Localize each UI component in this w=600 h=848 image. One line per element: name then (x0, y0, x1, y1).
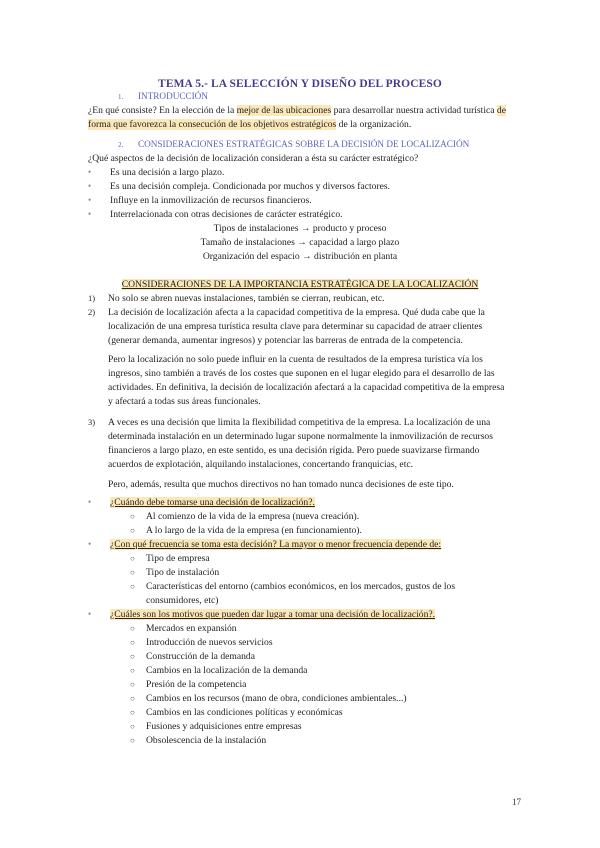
question-text: ¿Cuándo debe tomarse una decisión de localización?. (110, 497, 315, 508)
circle-bullet-icon: ○ (130, 708, 135, 717)
list-item (88, 194, 538, 208)
paragraph-line: La decisión de localización afecta a la capacidad competitiva de la empresa. Qué duda cabe que la (108, 307, 485, 318)
relation-line: Organización del espacio → distribución en planta (202, 251, 398, 262)
intro-line-2 (88, 118, 538, 132)
sub-item-text: Tipo de instalación (146, 567, 220, 578)
bullet-icon: • (88, 609, 92, 619)
relation-line: Tipos de instalaciones → producto y proceso (213, 223, 387, 234)
question-item (88, 496, 538, 510)
sub-item-text: Mercados en expansión (146, 623, 237, 634)
paragraph-line: No solo se abren nuevas instalaciones, también se cierran, reubican, etc. (108, 293, 385, 304)
paragraph (108, 306, 540, 348)
circle-bullet-icon: ○ (130, 526, 135, 535)
circle-bullet-icon: ○ (130, 624, 135, 633)
sub-item-text: Cambios en los recursos (mano de obra, condiciones ambientales...) (146, 693, 407, 704)
section-2-number: 2. (118, 141, 124, 149)
sub-item-text: Cambios en la localización de la demanda (146, 665, 308, 676)
circle-bullet-icon: ○ (130, 666, 135, 675)
bullet-icon: • (88, 209, 92, 219)
sub-item (130, 636, 540, 650)
sub-item (130, 678, 540, 692)
relation-line: Tamaño de instalaciones → capacidad a largo plazo (200, 237, 400, 248)
sub-item-text: Introducción de nuevos servicios (146, 637, 273, 648)
sub-item-text: Fusiones y adquisiciones entre empresas (146, 721, 302, 732)
paragraph-line: localización de una empresa turística resulta clave para determinar su capacidad de atraer clientes (108, 320, 483, 332)
circle-bullet-icon: ○ (130, 680, 135, 689)
circle-bullet-icon: ○ (130, 736, 135, 745)
circle-bullet-icon: ○ (130, 638, 135, 647)
list-item-text: Es una decisión a largo plazo. (110, 167, 225, 178)
paragraph-line: A veces es una decisión que limita la flexibilidad competitiva de la empresa. La localización de una (108, 417, 491, 428)
page-title: TEMA 5.- LA SELECCIÓN Y DISEÑO DEL PROCESO (158, 78, 442, 90)
intro-highlight-2: de (496, 105, 506, 116)
circle-bullet-icon: ○ (130, 512, 135, 521)
section-2-question: ¿Qué aspectos de la decisión de localización consideran a ésta su carácter estratégico? (88, 153, 419, 164)
paragraph-line: acuerdos de explotación, alquilando instalaciones, concertando franquicias, etc. (108, 458, 414, 470)
question-item (88, 538, 538, 552)
sub-item (130, 580, 540, 594)
sub-item (130, 622, 540, 636)
list-item (88, 208, 538, 222)
circle-bullet-icon: ○ (130, 652, 135, 661)
paragraph-line: determinada instalación en un determinado lugar supone normalmente la inmovilización de recursos (108, 430, 493, 442)
sub-item-text: Tipo de empresa (146, 553, 210, 564)
paragraph (108, 478, 540, 492)
sub-item (130, 510, 540, 524)
bullet-icon: • (88, 195, 92, 205)
sub-item (130, 650, 540, 664)
importance-heading (0, 278, 600, 292)
circle-bullet-icon: ○ (130, 582, 135, 591)
question-text: ¿Con qué frecuencia se toma esta decisión? La mayor o menor frecuencia depende de: (110, 539, 442, 550)
question-text: ¿Cuáles son los motivos que pueden dar lugar a tomar una decisión de localización?. (110, 609, 436, 620)
list-item (88, 180, 538, 194)
paragraph (108, 416, 540, 472)
section-2-title: CONSIDERACIONES ESTRATÉGICAS SOBRE LA DECISIÓN DE LOCALIZACIÓN (138, 139, 470, 149)
sub-item-text: Presión de la competencia (146, 679, 247, 690)
section-1-heading (118, 90, 208, 103)
paragraph-line: ingresos, sino también a través de los costes que suponen en el lugar elegido para el desarrollo de las (108, 367, 495, 379)
sub-item-continuation: consumidores, etc) (146, 595, 219, 606)
list-item-text: Es una decisión compleja. Condicionada por muchos y diversos factores. (110, 181, 391, 192)
section-1-title: INTRODUCCIÓN (138, 91, 208, 101)
bullet-icon: • (88, 181, 92, 191)
section-2-heading (118, 138, 469, 151)
sub-item (130, 524, 540, 538)
list-item-text: Influye en la inmovilización de recursos financieros. (110, 195, 312, 206)
paragraph-line: Pero la localización no solo puede influir en la cuenta de resultados de la empresa turística vía los (108, 354, 483, 365)
paragraph-line: y afectará a todas sus áreas funcionales. (108, 395, 261, 407)
list-item (88, 166, 538, 180)
sub-item-text: Al comienzo de la vida de la empresa (nueva creación). (146, 511, 360, 522)
bullet-icon: • (88, 167, 92, 177)
circle-bullet-icon: ○ (130, 568, 135, 577)
paragraph (108, 292, 540, 306)
sub-item-text: Cambios en las condiciones políticas y económicas (146, 707, 343, 718)
bullet-icon: • (88, 497, 92, 507)
circle-bullet-icon: ○ (130, 694, 135, 703)
section-1-number: 1. (118, 93, 124, 101)
sub-item (130, 692, 540, 706)
sub-item (130, 552, 540, 566)
item-number: 2) (88, 307, 96, 317)
intro-text: ¿En qué consiste? En la elección de la (88, 105, 237, 116)
sub-item (130, 664, 540, 678)
importance-heading-text: CONSIDERACIONES DE LA IMPORTANCIA ESTRATÉGICA DE LA LOCALIZACIÓN (121, 279, 479, 290)
sub-item (130, 734, 540, 748)
intro-text: para desarrollar nuestra actividad turística (331, 105, 497, 116)
sub-item-text: A lo largo de la vida de la empresa (en funcionamiento). (146, 525, 362, 536)
sub-item (130, 720, 540, 734)
paragraph-line: (generar demanda, aumentar ingresos) y potenciar las barreras de entrada de la competencia. (108, 334, 463, 346)
sub-item-text: Construcción de la demanda (146, 651, 255, 662)
question-item (88, 608, 538, 622)
sub-item (130, 706, 540, 720)
item-number: 3) (88, 417, 96, 427)
paragraph (108, 353, 540, 409)
sub-item-text: Obsolescencia de la instalación (146, 735, 267, 746)
sub-item (130, 566, 540, 580)
circle-bullet-icon: ○ (130, 722, 135, 731)
bullet-icon: • (88, 539, 92, 549)
paragraph-line: actividades. En definitiva, la decisión de localización afectará a la capacidad competitiva de la empresa (108, 381, 505, 393)
list-item-text: Interrelacionada con otras decisiones de carácter estratégico. (110, 209, 343, 220)
intro-line-1 (88, 104, 538, 118)
page-number: 17 (512, 797, 521, 807)
paragraph-line: Pero, además, resulta que muchos directivos no han tomado nunca decisiones de este tipo. (108, 479, 454, 490)
intro-highlight-1: mejor de las ubicaciones (236, 105, 332, 116)
intro-highlight-3: forma que favorezca la consecución de los objetivos estratégicos (88, 119, 337, 130)
intro-text: de la organización. (336, 119, 412, 130)
item-number: 1) (88, 293, 96, 303)
circle-bullet-icon: ○ (130, 554, 135, 563)
paragraph-line: financieros a largo plazo, en este sentido, es una decisión rígida. Pero puede suavizarse firmando (108, 444, 480, 456)
sub-item-text: Características del entorno (cambios económicos, en los mercados, gustos de los (146, 581, 456, 592)
